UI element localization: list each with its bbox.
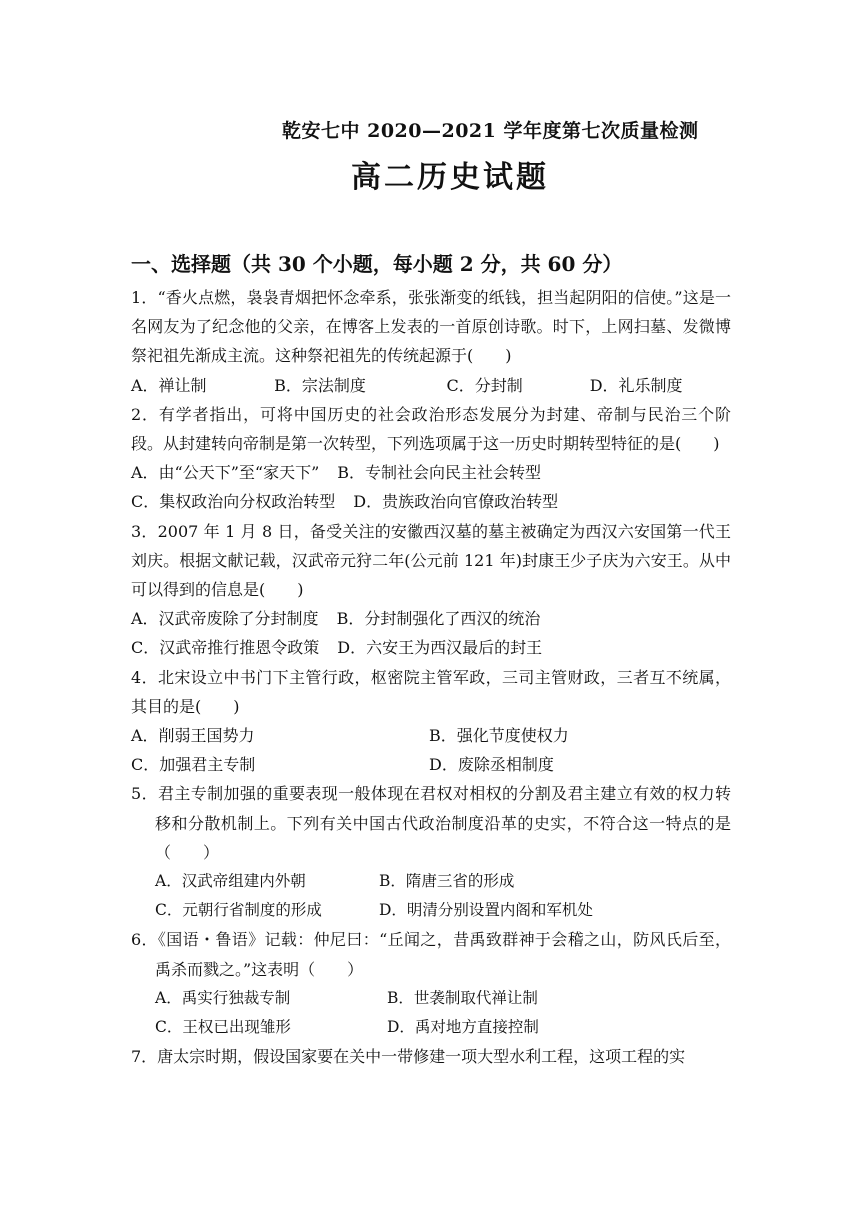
question-stem: 3．2007 年 1 月 8 日，备受关注的安徽西汉墓的墓主被确定为西汉六安国第一代王刘庆。根据文献记载，汉武帝元狩二年(公元前 121 年)封康王少子庆为六安王。从中可以得到的信息是( ) [131, 521, 731, 600]
option-a: A．禅让制 [131, 375, 207, 395]
school-title: 乾安七中 2020—2021 学年度第七次质量检测 [282, 120, 699, 142]
option-b: B．世袭制取代禅让制 [387, 988, 538, 1007]
option-row [155, 1013, 731, 1042]
section-heading: 一、选择题（共 30 个小题，每小题 2 分，共 60 分） [131, 252, 623, 276]
question-1 [131, 283, 731, 400]
option-a: A．汉武帝废除了分封制度 [131, 609, 319, 629]
option-row [131, 721, 731, 750]
question-7 [131, 1042, 731, 1071]
option-d: D．六安王为西汉最后的封王 [337, 638, 543, 658]
option-c: C．分封制 [446, 375, 523, 395]
exam-title: 高二历史试题 [351, 160, 549, 195]
question-stem: 7．唐太宗时期，假设国家要在关中一带修建一项大型水利工程，这项工程的实 [131, 1047, 686, 1067]
question-stem: 4．北宋设立中书门下主管行政，枢密院主管军政，三司主管财政，三者互不统属，其目的是( ) [131, 667, 731, 716]
question-list [131, 283, 731, 1071]
option-c: C．汉武帝推行推恩令政策 [131, 638, 320, 658]
question-3 [131, 517, 731, 663]
question-stem: 5．君主专制加强的重要表现一般体现在君权对相权的分割及君主建立有效的权力转移和分散机制上。下列有关中国古代政治制度沿革的史实，不符合这一特点的是（ ） [131, 784, 731, 862]
question-4 [131, 663, 731, 780]
option-b: B．专制社会向民主社会转型 [337, 463, 542, 483]
option-a: A．汉武帝组建内外朝 [155, 872, 306, 891]
option-b: B．强化节度使权力 [429, 726, 569, 746]
option-row [131, 371, 731, 400]
question-stem: 2．有学者指出，可将中国历史的社会政治形态发展分为封建、帝制与民治三个阶段。从封建转向帝制是第一次转型，下列选项属于这一历史时期转型特征的是( ) [131, 404, 731, 454]
option-b: B．宗法制度 [274, 375, 366, 395]
option-d: D．废除丞相制度 [429, 755, 554, 775]
option-c: C．加强君主专制 [131, 755, 256, 775]
option-d: D．礼乐制度 [589, 375, 683, 395]
option-row [155, 984, 731, 1013]
option-row [131, 633, 731, 662]
option-a: A．由“公天下”至“家天下” [131, 463, 320, 483]
option-row [155, 896, 731, 925]
question-stem: 6．《国语・鲁语》记载：仲尼曰：“丘闻之，昔禹致群神于会稽之山，防风氏后至，禹杀而戮之。”这表明（ ） [131, 930, 731, 979]
question-6 [131, 925, 731, 1042]
option-block [131, 867, 731, 925]
option-row [155, 867, 731, 896]
option-d: D．贵族政治向官僚政治转型 [353, 492, 559, 512]
option-c: C．元朝行省制度的形成 [155, 901, 322, 920]
option-c: C．集权政治向分权政治转型 [131, 492, 336, 512]
option-d: D．禹对地方直接控制 [387, 1018, 539, 1037]
question-stem: 1．“香火点燃，袅袅青烟把怀念牵系，张张渐变的纸钱，担当起阴阳的信使。”这是一名网友为了纪念他的父亲，在博客上发表的一首原创诗歌。时下，上网扫墓、发微博祭祀祖先渐成主流。这种祭祀祖先的传统起源于( ) [131, 288, 731, 366]
option-row [131, 604, 731, 633]
option-b: B．分封制强化了西汉的统治 [336, 609, 541, 629]
option-b: B．隋唐三省的形成 [379, 872, 515, 891]
option-row [131, 458, 731, 487]
option-a: A．禹实行独裁专制 [155, 988, 291, 1007]
question-5 [131, 779, 731, 925]
question-2 [131, 400, 731, 517]
option-block [131, 984, 731, 1042]
option-d: D．明清分别设置内阁和军机处 [379, 901, 593, 920]
option-row [131, 750, 731, 779]
option-c: C．王权已出现雏形 [155, 1018, 291, 1037]
option-row [131, 487, 731, 516]
option-a: A．削弱王国势力 [131, 726, 255, 746]
